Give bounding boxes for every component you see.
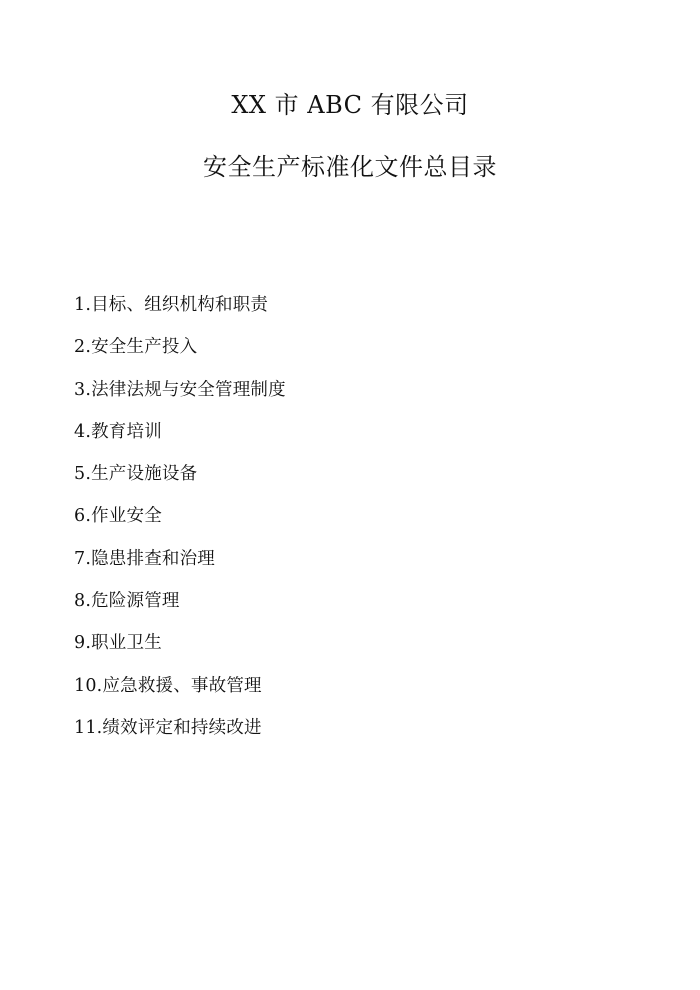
toc-item: 2.安全生产投入 xyxy=(74,337,198,358)
table-of-contents xyxy=(74,292,286,757)
toc-item: 1.目标、组织机构和职责 xyxy=(74,295,269,315)
toc-item: 9.职业卫生 xyxy=(74,633,162,654)
toc-item: 4.教育培训 xyxy=(74,421,162,442)
toc-item: 11.绩效评定和持续改进 xyxy=(74,717,262,738)
toc-item: 8.危险源管理 xyxy=(74,591,180,612)
company-title: XX 市 ABC 有限公司 xyxy=(231,91,469,119)
toc-item: 5.生产设施设备 xyxy=(74,464,198,485)
toc-item: 7.隐患排查和治理 xyxy=(74,548,215,569)
toc-item: 10.应急救援、事故管理 xyxy=(74,675,262,696)
toc-item: 3.法律法规与安全管理制度 xyxy=(74,379,286,400)
toc-item: 6.作业安全 xyxy=(74,506,162,527)
document-title: 安全生产标准化文件总目录 xyxy=(203,153,497,181)
